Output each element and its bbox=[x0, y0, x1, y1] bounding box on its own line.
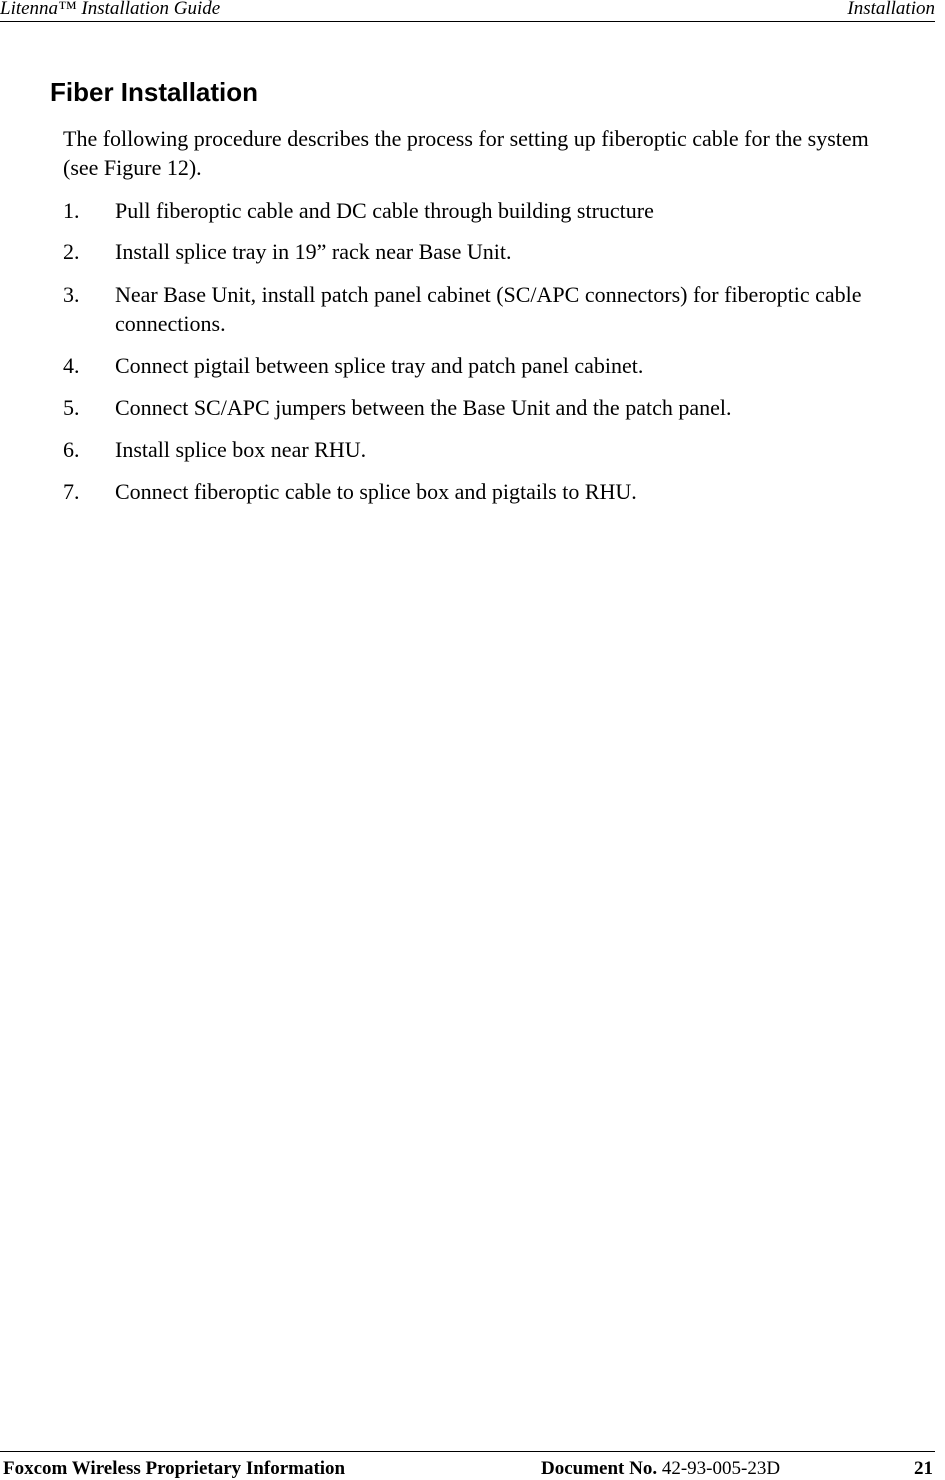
header-document-title: Litenna™ Installation Guide bbox=[0, 0, 221, 19]
step-text: Install splice box near RHU. bbox=[115, 437, 367, 462]
list-item bbox=[63, 393, 908, 422]
section-title: Fiber Installation bbox=[50, 77, 259, 107]
header-chapter-title: Installation bbox=[847, 0, 935, 19]
list-item bbox=[63, 196, 908, 225]
list-item bbox=[63, 477, 908, 506]
page-number: 21 bbox=[914, 1458, 933, 1479]
page-header bbox=[0, 0, 935, 22]
list-item bbox=[63, 280, 908, 338]
document-number-value: 42-93-005-23D bbox=[661, 1458, 781, 1479]
step-number: 3. bbox=[63, 282, 80, 307]
step-number: 6. bbox=[63, 437, 80, 462]
step-text: Connect pigtail between splice tray and patch panel cabinet. bbox=[115, 353, 644, 378]
step-text: Connect SC/APC jumpers between the Base Unit and the patch panel. bbox=[115, 395, 732, 420]
step-number: 7. bbox=[63, 479, 80, 504]
footer-proprietary-notice: Foxcom Wireless Proprietary Information bbox=[3, 1458, 346, 1479]
step-number: 5. bbox=[63, 395, 80, 420]
intro-paragraph: The following procedure describes the process for setting up fiberoptic cable for the system (see Figure 12). bbox=[63, 126, 869, 180]
step-text: Pull fiberoptic cable and DC cable through building structure bbox=[115, 198, 654, 223]
list-item bbox=[63, 435, 908, 464]
list-item bbox=[63, 351, 908, 380]
step-number: 2. bbox=[63, 239, 80, 264]
step-number: 4. bbox=[63, 353, 80, 378]
step-text: Install splice tray in 19” rack near Base Unit. bbox=[115, 239, 512, 264]
list-item bbox=[63, 237, 908, 266]
page-footer bbox=[0, 1451, 935, 1480]
document-number-label: Document No. bbox=[541, 1458, 658, 1479]
footer-document-number bbox=[541, 1458, 780, 1480]
step-text: Connect fiberoptic cable to splice box and pigtails to RHU. bbox=[115, 479, 637, 504]
step-number: 1. bbox=[63, 198, 80, 223]
step-text: Near Base Unit, install patch panel cabinet (SC/APC connectors) for fiberoptic cable connections. bbox=[115, 282, 862, 336]
